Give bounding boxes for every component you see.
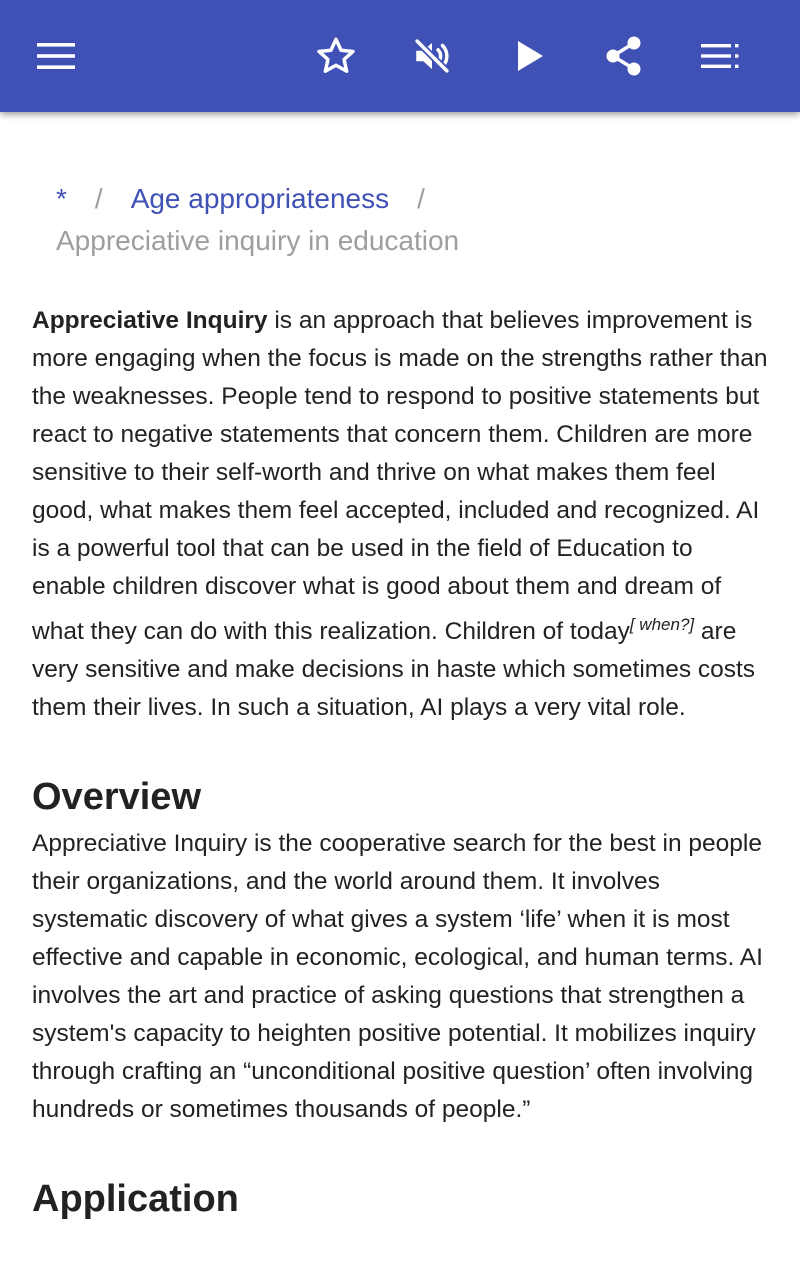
share-button[interactable] [596,28,652,84]
app-toolbar [0,0,800,112]
menu-button[interactable] [28,28,84,84]
bookmark-button[interactable] [308,28,364,84]
breadcrumb-separator: / [94,183,103,214]
play-button[interactable] [502,28,558,84]
citation-needed-link[interactable]: [ when?] [629,615,695,634]
play-icon [515,39,545,73]
table-of-contents-button[interactable] [692,28,748,84]
breadcrumb [56,178,772,262]
breadcrumb-home-link[interactable]: * [56,183,67,214]
volume-off-icon [411,35,453,77]
mute-button[interactable] [404,28,460,84]
breadcrumb-separator: / [417,183,425,214]
breadcrumb-current: Appreciative inquiry in education [56,225,460,256]
breadcrumb-parent-link[interactable]: Age appropriateness [130,183,390,214]
overview-paragraph: Appreciative Inquiry is the cooperative search for the best in people their organizations, and the world around them. It involves systematic discovery of what gives a system ‘life’ when it is most effective and capable in economic, ecological, and human terms. AI involves the art and practice of asking questions that strengthen a system's capacity to heighten positive potential. It mobilizes inquiry through crafting an “unconditional positive question’ often involving hundreds or sometimes thousands of people.” [32,830,763,1123]
list-icon [701,43,739,69]
section-heading-application: Application [32,1178,239,1220]
star-outline-icon [315,35,357,77]
share-icon [604,35,644,77]
hamburger-menu-icon [37,42,75,70]
intro-text: is an approach that believes improvement is more engaging when the focus is made on the strengths rather than the weaknesses. People tend to respond to positive statements but react to negative statements that concern them. Children are more sensitive to their self-worth and thrive on what makes them feel good, what makes them feel accepted, included and recognized. AI is a powerful tool that can be used in the field of Education to enable children discover what is good about them and dream of what they can do with this realization. Children of today [32,307,768,645]
intro-text: are very sensitive and make decisions in haste which sometimes costs them their lives. In such a situation, AI plays a very vital role. [32,618,756,721]
article-content [32,112,772,1223]
section-heading-overview: Overview [32,776,201,818]
intro-paragraph [32,302,772,727]
intro-term: Appreciative Inquiry [32,307,268,334]
